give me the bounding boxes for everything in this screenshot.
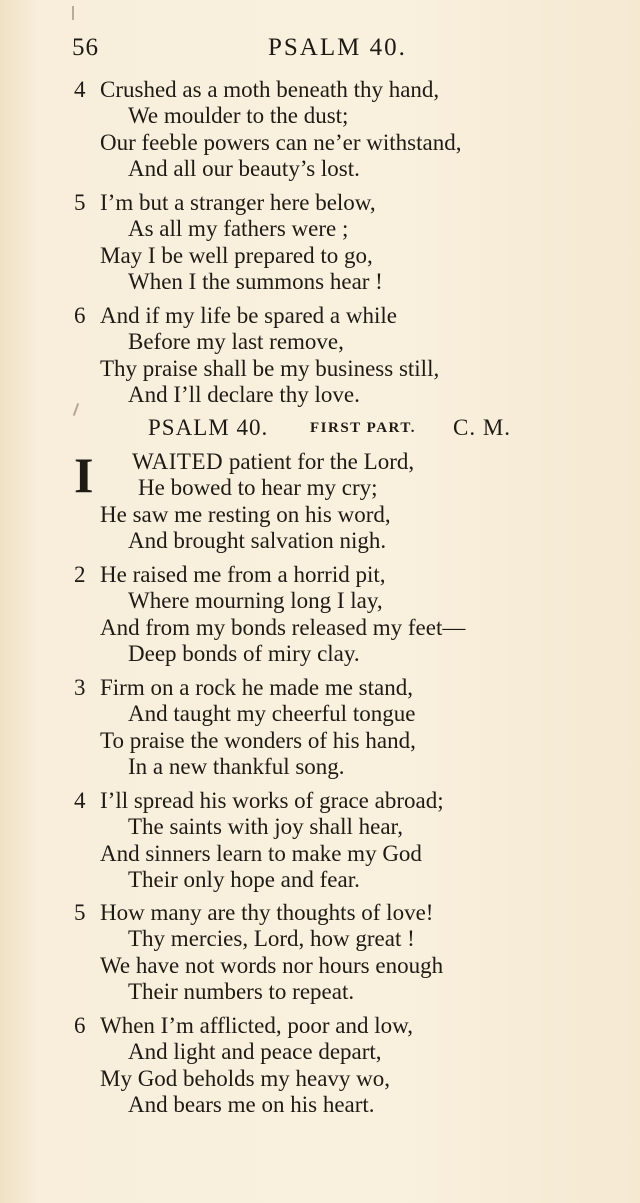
stanza-line bbox=[74, 130, 574, 156]
stanza-line bbox=[74, 1039, 574, 1065]
stanza-3 bbox=[74, 675, 574, 781]
stanza-line bbox=[74, 382, 574, 408]
stanza-1 bbox=[74, 449, 574, 555]
verse-text: We have not words nor hours enough bbox=[100, 952, 444, 978]
verse-text: Our feeble powers can ne’er withstand, bbox=[100, 129, 462, 155]
verse-text: To praise the wonders of his hand, bbox=[100, 727, 416, 753]
stanza-number: 4 bbox=[74, 77, 86, 102]
verse-text: He saw me resting on his word, bbox=[100, 501, 391, 527]
psalm-title: PSALM 40. bbox=[148, 415, 269, 440]
verse-text: I’ll spread his works of grace abroad; bbox=[100, 788, 444, 813]
psalm-meter: C. M. bbox=[453, 415, 512, 440]
verse-text: Firm on a rock he made me stand, bbox=[100, 675, 413, 700]
verse-text: And taught my cheerful tongue bbox=[128, 701, 416, 727]
verse-text: Crushed as a moth beneath thy hand, bbox=[100, 77, 440, 102]
verse-text: And brought salvation nigh. bbox=[128, 528, 387, 554]
stanza-line bbox=[74, 979, 574, 1005]
verse-text: As all my fathers were ; bbox=[128, 216, 349, 242]
verse-text: How many are thy thoughts of love! bbox=[100, 900, 434, 925]
stanza-6b bbox=[74, 1013, 574, 1119]
stanza-number: 3 bbox=[74, 675, 86, 700]
stanza-4b bbox=[74, 788, 574, 894]
verse-text: And light and peace depart, bbox=[128, 1039, 382, 1065]
stanza-line bbox=[74, 841, 574, 867]
stanza-line bbox=[74, 788, 574, 814]
verse-text: He bowed to hear my cry; bbox=[138, 475, 378, 501]
stanza-line bbox=[74, 303, 574, 329]
verse-text: And all our beauty’s lost. bbox=[128, 156, 360, 182]
verse-text: And bears me on his heart. bbox=[128, 1092, 375, 1118]
stanza-line bbox=[74, 216, 574, 242]
verse-text: Their only hope and fear. bbox=[128, 867, 360, 893]
verse-text: In a new thankful song. bbox=[128, 754, 345, 780]
verse-text: Thy mercies, Lord, how great ! bbox=[128, 926, 415, 952]
stanza-line bbox=[74, 926, 574, 952]
stanza-line bbox=[74, 588, 574, 614]
verse-text: May I be well prepared to go, bbox=[100, 242, 373, 268]
stanza-line bbox=[74, 1066, 574, 1092]
verse-text-rest: patient for the Lord, bbox=[223, 449, 415, 474]
verse-text: My God beholds my heavy wo, bbox=[100, 1065, 391, 1091]
psalm-heading bbox=[148, 415, 568, 445]
stanza-line bbox=[74, 449, 574, 475]
stanza-line bbox=[74, 156, 574, 182]
stanza-number: 5 bbox=[74, 900, 86, 925]
stanza-line bbox=[74, 77, 574, 103]
stanza-line bbox=[74, 1092, 574, 1118]
drop-cap: I bbox=[74, 447, 94, 503]
verse-text: I’m but a stranger here below, bbox=[100, 190, 376, 215]
stanza-line bbox=[74, 269, 574, 295]
verse-text: Where mourning long I lay, bbox=[128, 588, 383, 614]
stanza-number: 5 bbox=[74, 190, 86, 215]
stanza-line bbox=[74, 953, 574, 979]
stanza-line bbox=[74, 675, 574, 701]
stanza-line bbox=[74, 329, 574, 355]
page-number: 56 bbox=[72, 34, 99, 61]
stanza-line bbox=[74, 103, 574, 129]
stanza-line bbox=[74, 243, 574, 269]
stanza-5b bbox=[74, 900, 574, 1006]
stanza-line bbox=[74, 615, 574, 641]
verse-text: And if my life be spared a while bbox=[100, 303, 397, 328]
stanza-line bbox=[74, 502, 574, 528]
running-head: PSALM 40. bbox=[268, 34, 407, 61]
stanza-line bbox=[74, 867, 574, 893]
verse-text: Deep bonds of miry clay. bbox=[128, 641, 360, 667]
stanza-line bbox=[74, 528, 574, 554]
stanza-number: 6 bbox=[74, 1013, 86, 1038]
first-word: WAITED bbox=[132, 449, 224, 474]
stanza-4 bbox=[74, 77, 574, 183]
stanza-line bbox=[74, 562, 574, 588]
stanza-line bbox=[74, 754, 574, 780]
stanza-line bbox=[74, 190, 574, 216]
stanza-line bbox=[74, 900, 574, 926]
stanza-number: 4 bbox=[74, 788, 86, 813]
verse-text: We moulder to the dust; bbox=[128, 103, 349, 129]
verse-text: He raised me from a horrid pit, bbox=[100, 562, 386, 587]
verse-text: Thy praise shall be my business still, bbox=[100, 355, 440, 381]
verse-text: When I’m afflicted, poor and low, bbox=[100, 1013, 413, 1038]
psalm-part: FIRST PART. bbox=[310, 420, 416, 436]
verse-text: Their numbers to repeat. bbox=[128, 979, 355, 1005]
page-header bbox=[72, 34, 552, 66]
stanza-line bbox=[74, 475, 574, 501]
stanza-5 bbox=[74, 190, 574, 296]
stanza-number: 6 bbox=[74, 303, 86, 328]
verse-text: And sinners learn to make my God bbox=[100, 840, 422, 866]
stanza-number: 2 bbox=[74, 562, 86, 587]
ink-mark bbox=[72, 6, 74, 20]
stanza-line bbox=[74, 814, 574, 840]
stanza-line bbox=[74, 356, 574, 382]
verse-text: When I the summons hear ! bbox=[128, 269, 383, 295]
stanza-line bbox=[74, 728, 574, 754]
stanza-line bbox=[74, 641, 574, 667]
verse-text: Before my last remove, bbox=[128, 329, 344, 355]
verse-text: And I’ll declare thy love. bbox=[128, 382, 360, 408]
stanza-line bbox=[74, 1013, 574, 1039]
verse-text: The saints with joy shall hear, bbox=[128, 814, 404, 840]
verse-text bbox=[132, 449, 414, 475]
verse-text: And from my bonds released my feet— bbox=[100, 614, 466, 640]
stanza-6 bbox=[74, 303, 574, 409]
stanza-line bbox=[74, 701, 574, 727]
stanza-2 bbox=[74, 562, 574, 668]
